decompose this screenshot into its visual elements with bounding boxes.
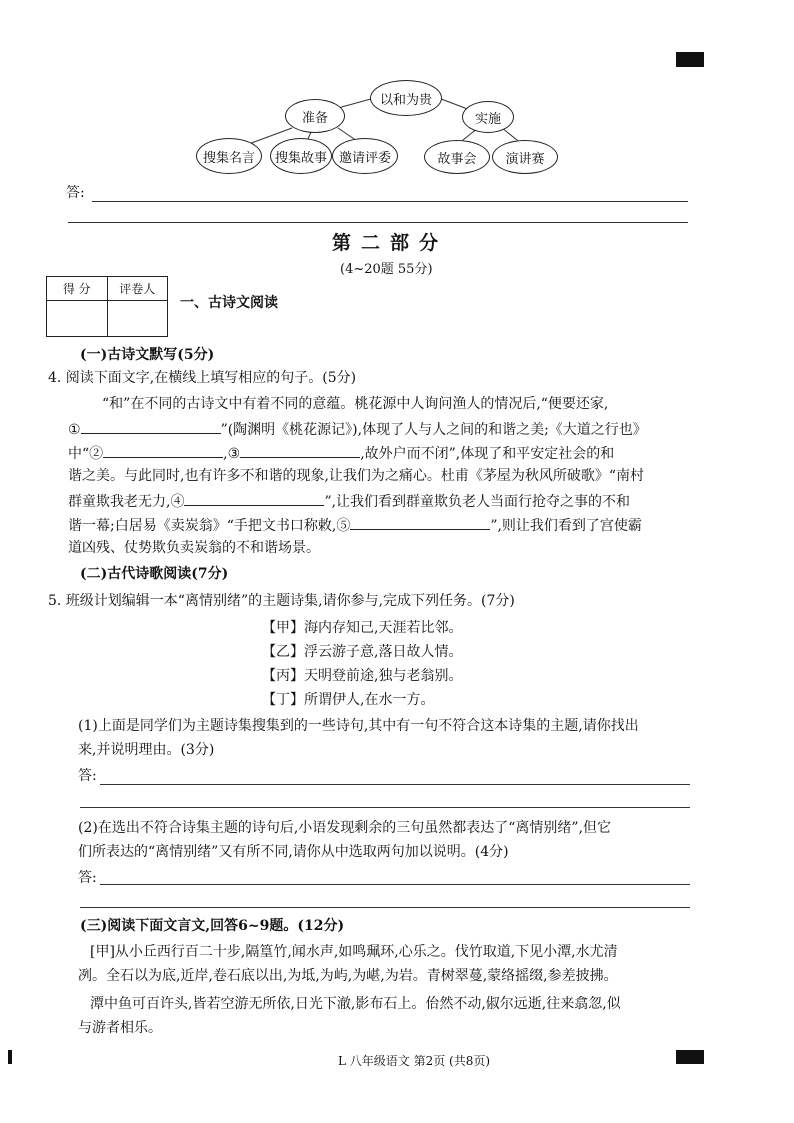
answer-line-q5-2-a[interactable]: [100, 884, 690, 885]
q4-para-5: [68, 489, 630, 513]
q4-para-6: [68, 513, 642, 537]
q4-blank-1[interactable]: [81, 417, 221, 434]
mindmap-leaf-quotes: 搜集名言: [196, 138, 262, 174]
passage-line-4: 与游者相乐。: [78, 1020, 162, 1036]
q4-para-2: [68, 417, 647, 441]
mindmap-leaf-judges: 邀请评委: [332, 138, 398, 174]
q4-para-6-rest: ”,则让我们看到了宫使霸: [490, 518, 642, 534]
q4-para-4: 谐之美。与此同时,也有许多不和谐的现象,让我们为之痛心。杜甫《茅屋为秋风所破歌》“南村: [68, 468, 645, 484]
score-cell[interactable]: [47, 301, 108, 337]
poem-line-jia: 【甲】海内存知己,天涯若比邻。: [262, 620, 463, 636]
q4-blank-5[interactable]: [350, 513, 490, 530]
passage-line-3: 潭中鱼可百许头,皆若空游无所依,日光下澈,影布石上。佁然不动,俶尔远逝,往来翕忽,似: [90, 996, 621, 1012]
answer-label-q5-1: 答:: [78, 768, 97, 784]
part-title: 第二部分: [332, 232, 449, 254]
passage-line-1: [甲]从小丘西行百二十步,隔篁竹,闻水声,如鸣珮环,心乐之。伐竹取道,下见小潭,水尤清: [90, 944, 618, 960]
mindmap-implement: 实施: [462, 101, 514, 133]
passage-line-2: 冽。全石以为底,近岸,卷石底以出,为坻,为屿,为嵁,为岩。青树翠蔓,蒙络摇缀,参差披拂。: [78, 968, 618, 984]
reviewer-cell[interactable]: [107, 301, 168, 337]
answer-line-q3-1[interactable]: [92, 201, 688, 202]
reviewer-header: 评卷人: [107, 277, 168, 301]
answer-line-q5-1-b[interactable]: [80, 807, 690, 808]
q5-2-line-2: 们所表达的“离情别绪”又有所不同,请你从中选取两句加以说明。(4分): [78, 844, 509, 860]
sub-section-3: (三)阅读下面文言文,回答6~9题。(12分): [80, 918, 345, 934]
answer-line-q5-2-b[interactable]: [80, 907, 690, 908]
q4-blank-4-label: 群童欺我老无力,④: [68, 494, 185, 510]
corner-mark-bottom-left: [8, 1050, 12, 1064]
poem-line-yi: 【乙】浮云游子意,落日故人情。: [262, 644, 463, 660]
q5-2-line-1: (2)在选出不符合诗集主题的诗句后,小语发现剩余的三句虽然都表达了“离情别绪”,但它: [78, 820, 612, 836]
answer-label-q3: 答:: [66, 185, 85, 201]
q4-blank-3-label: ,③: [223, 446, 241, 462]
q5-1-line-2: 来,并说明理由。(3分): [78, 742, 215, 758]
q4-blank-5-label: 谐一幕;白居易《卖炭翁》“手把文书口称敕,⑤: [68, 518, 351, 534]
q4-para-3-rest: ,故外户而不闭”,体现了和平安定社会的和: [360, 446, 615, 462]
mindmap-leaf-storytelling: 故事会: [424, 140, 490, 174]
score-header: 得 分: [47, 277, 108, 301]
mindmap-leaf-speech: 演讲赛: [492, 140, 558, 174]
section-classical-reading: 一、古诗文阅读: [180, 295, 278, 311]
q4-blank-3[interactable]: [240, 441, 360, 458]
mindmap-leaf-stories: 搜集故事: [270, 138, 332, 174]
q4-blank-4[interactable]: [184, 489, 324, 506]
q4-blank-2-label: 中“②: [68, 446, 104, 462]
q5-1-line-1: (1)上面是同学们为主题诗集搜集到的一些诗句,其中有一句不符合这本诗集的主题,请你找出: [78, 718, 639, 734]
poem-line-bing: 【丙】天明登前途,独与老翁别。: [262, 668, 463, 684]
q4-para-7: 道凶残、仗势欺负卖炭翁的不和谐场景。: [68, 540, 320, 556]
page-footer: L 八年级语文 第2页 (共8页): [338, 1054, 491, 1068]
score-table: [46, 276, 168, 337]
q4-para-5-rest: ”,让我们看到群童欺负老人当面行抢夺之事的不和: [324, 494, 631, 510]
mindmap-prepare: 准备: [285, 99, 345, 133]
part-subtitle: (4~20题 55分): [340, 262, 433, 277]
corner-mark-bottom-right: [676, 1050, 704, 1064]
q5-stem: 5. 班级计划编辑一本“离情别绪”的主题诗集,请你参与,完成下列任务。(7分): [48, 593, 515, 609]
sub-section-2: (二)古代诗歌阅读(7分): [80, 566, 229, 582]
answer-line-q3-2[interactable]: [68, 222, 688, 223]
q4-para-3: [68, 441, 614, 465]
poem-line-ding: 【丁】所谓伊人,在水一方。: [262, 692, 435, 708]
answer-line-q5-1-a[interactable]: [100, 784, 690, 785]
sub-section-1: (一)古诗文默写(5分): [80, 347, 215, 363]
q4-para-2-rest: ”(陶渊明《桃花源记》),体现了人与人之间的和谐之美;《大道之行也》: [220, 422, 647, 438]
q4-blank-1-label: ①: [68, 422, 81, 438]
q4-para-1: “和”在不同的古诗文中有着不同的意蕴。桃花源中人询问渔人的情况后,“便要还家,: [102, 396, 609, 412]
q4-stem: 4. 阅读下面文字,在横线上填写相应的句子。(5分): [48, 370, 357, 386]
mindmap-root: 以和为贵: [370, 80, 442, 116]
answer-label-q5-2: 答:: [78, 870, 97, 886]
q4-blank-2[interactable]: [103, 441, 223, 458]
